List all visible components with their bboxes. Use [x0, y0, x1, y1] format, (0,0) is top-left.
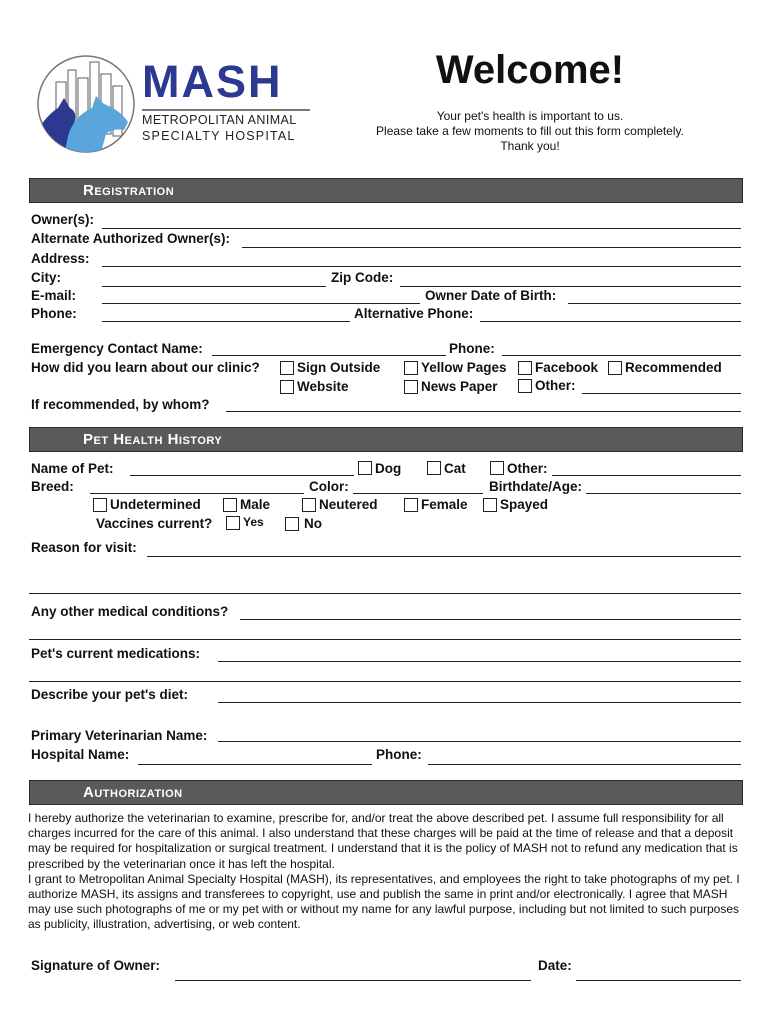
- spayed-checkbox[interactable]: [483, 498, 497, 512]
- registration-title: Registration: [83, 182, 175, 199]
- phone-field[interactable]: [102, 321, 350, 322]
- emergency-name-field[interactable]: [212, 355, 446, 356]
- facebook-label: Facebook: [535, 360, 599, 375]
- hospital-phone-field[interactable]: [428, 764, 741, 765]
- logo-line1: METROPOLITAN ANIMAL: [142, 113, 297, 127]
- dog-checkbox[interactable]: [358, 461, 372, 475]
- vaccines-yes-label: Yes: [243, 515, 264, 529]
- diet-field[interactable]: [218, 702, 741, 703]
- reason-label: Reason for visit:: [31, 540, 137, 555]
- intro-line-2: Please take a few moments to fill out this form completely.: [376, 124, 684, 138]
- vaccines-no-label: No: [304, 516, 322, 531]
- phone-label: Phone:: [31, 306, 77, 321]
- date-field[interactable]: [576, 980, 741, 981]
- authorization-title: Authorization: [83, 784, 183, 801]
- date-label: Date:: [538, 958, 572, 973]
- neutered-checkbox[interactable]: [302, 498, 316, 512]
- address-label: Address:: [31, 251, 90, 266]
- dog-label: Dog: [375, 461, 402, 476]
- signature-label: Signature of Owner:: [31, 958, 161, 973]
- pet-name-label: Name of Pet:: [31, 461, 114, 476]
- neutered-label: Neutered: [319, 497, 378, 512]
- recommended-checkbox[interactable]: [608, 361, 622, 375]
- male-label: Male: [240, 497, 271, 512]
- other-source-field[interactable]: [582, 393, 741, 394]
- medications-field[interactable]: [218, 661, 741, 662]
- authorization-header: [29, 780, 743, 805]
- emergency-name-label: Emergency Contact Name:: [31, 341, 203, 356]
- pet-history-header: [29, 427, 743, 452]
- yellow-pages-checkbox[interactable]: [404, 361, 418, 375]
- website-label: Website: [297, 379, 349, 394]
- female-checkbox[interactable]: [404, 498, 418, 512]
- vaccines-label: Vaccines current?: [96, 516, 213, 531]
- yellow-pages-label: Yellow Pages: [421, 360, 507, 375]
- male-checkbox[interactable]: [223, 498, 237, 512]
- zip-label: Zip Code:: [331, 270, 394, 285]
- vaccines-no-checkbox[interactable]: [285, 517, 299, 531]
- logo-emblem: [34, 52, 138, 156]
- alt-owners-field[interactable]: [242, 247, 741, 248]
- conditions-label: Any other medical conditions?: [31, 604, 229, 619]
- logo-line2: SPECIALTY HOSPITAL: [142, 129, 296, 143]
- hospital-label: Hospital Name:: [31, 747, 130, 762]
- authorization-paragraph-1: I hereby authorize the veterinarian to examine, prescribe for, and/or treat the above described pet. I assume full responsibility for all charges incurred for the care of this animal. I also understand that these charges will be paid at the time of release and that a deposit may be required for hospitalization or surgical treatment. I understand that it is the policy of MASH not to refund any medication that is prescribed by the veterinarian once it has left the hospital.: [28, 811, 738, 871]
- learn-question: How did you learn about our clinic?: [31, 360, 260, 375]
- undetermined-label: Undetermined: [110, 497, 201, 512]
- email-field[interactable]: [102, 303, 420, 304]
- registration-header: [29, 178, 743, 203]
- other-source-checkbox[interactable]: [518, 379, 532, 393]
- other-source-label: Other:: [535, 378, 576, 393]
- signature-field[interactable]: [175, 980, 531, 981]
- city-label: City:: [31, 270, 61, 285]
- spayed-label: Spayed: [500, 497, 549, 512]
- conditions-field[interactable]: [240, 619, 741, 620]
- breed-label: Breed:: [31, 479, 74, 494]
- recommended-label: Recommended: [625, 360, 722, 375]
- color-label: Color:: [309, 479, 349, 494]
- diet-label: Describe your pet's diet:: [31, 687, 189, 702]
- alt-phone-label: Alternative Phone:: [354, 306, 474, 321]
- city-field[interactable]: [102, 286, 326, 287]
- alt-phone-field[interactable]: [480, 321, 741, 322]
- mash-logo: [30, 48, 315, 158]
- cat-label: Cat: [444, 461, 466, 476]
- other-species-label: Other:: [507, 461, 548, 476]
- birthdate-label: Birthdate/Age:: [489, 479, 583, 494]
- medications-label: Pet's current medications:: [31, 646, 201, 661]
- newspaper-checkbox[interactable]: [404, 380, 418, 394]
- birthdate-field[interactable]: [586, 493, 741, 494]
- owners-field[interactable]: [102, 228, 741, 229]
- owners-label: Owner(s):: [31, 212, 95, 227]
- website-checkbox[interactable]: [280, 380, 294, 394]
- logo-divider: [142, 109, 310, 111]
- intro-line-3: Thank you!: [500, 139, 560, 153]
- address-field[interactable]: [102, 266, 741, 267]
- cat-checkbox[interactable]: [427, 461, 441, 475]
- other-species-checkbox[interactable]: [490, 461, 504, 475]
- recommended-by-label: If recommended, by whom?: [31, 397, 210, 412]
- color-field[interactable]: [353, 493, 483, 494]
- emergency-phone-label: Phone:: [449, 341, 495, 356]
- sign-outside-label: Sign Outside: [297, 360, 381, 375]
- breed-field[interactable]: [90, 493, 304, 494]
- authorization-paragraph-2: I grant to Metropolitan Animal Specialty Hospital (MASH), its representatives, and employees the right to take photographs of my pet. I authorize MASH, its assigns and transferees to copyright, use and publish the same in print and/or electronically. I agree that MASH may use such photographs of me or my pet with or without my name for any lawful purpose, including but not limited to such purposes as publicity, illustration, advertising, or web content.: [28, 871, 740, 932]
- hospital-field[interactable]: [138, 764, 372, 765]
- zip-field[interactable]: [400, 286, 741, 287]
- reason-field-line-2[interactable]: [29, 593, 741, 594]
- email-label: E-mail:: [31, 288, 77, 303]
- undetermined-checkbox[interactable]: [93, 498, 107, 512]
- primary-vet-label: Primary Veterinarian Name:: [31, 728, 208, 743]
- vaccines-yes-checkbox[interactable]: [226, 516, 240, 530]
- other-species-field[interactable]: [552, 475, 741, 476]
- alt-owners-label: Alternate Authorized Owner(s):: [31, 231, 231, 246]
- logo-name: MASH: [142, 56, 283, 107]
- pet-name-field[interactable]: [130, 475, 354, 476]
- female-label: Female: [421, 497, 468, 512]
- owner-dob-label: Owner Date of Birth:: [425, 288, 557, 303]
- hospital-phone-label: Phone:: [376, 747, 422, 762]
- welcome-title: Welcome!: [435, 48, 625, 92]
- facebook-checkbox[interactable]: [518, 361, 532, 375]
- reason-field[interactable]: [147, 556, 741, 557]
- primary-vet-field[interactable]: [218, 741, 741, 742]
- emergency-phone-field[interactable]: [502, 355, 741, 356]
- owner-dob-field[interactable]: [568, 303, 741, 304]
- medications-field-line-2[interactable]: [29, 681, 741, 682]
- conditions-field-line-2[interactable]: [29, 639, 741, 640]
- newspaper-label: News Paper: [421, 379, 498, 394]
- intro-line-1: Your pet's health is important to us.: [436, 109, 624, 123]
- authorization-text: [28, 811, 744, 933]
- pet-history-title: Pet Health History: [83, 431, 223, 448]
- sign-outside-checkbox[interactable]: [280, 361, 294, 375]
- recommended-by-field[interactable]: [226, 411, 741, 412]
